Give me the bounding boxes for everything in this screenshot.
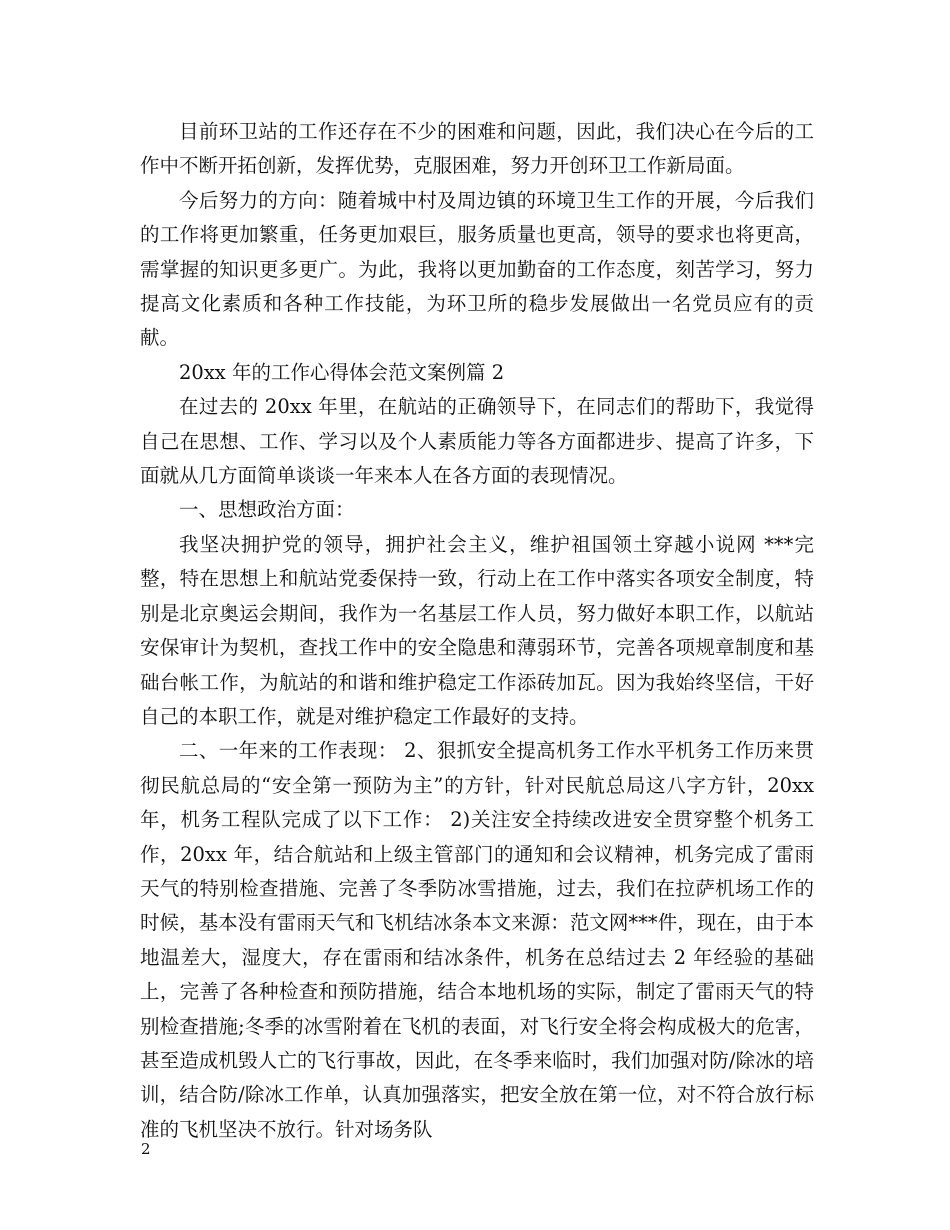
page-number: 2 bbox=[141, 1140, 151, 1158]
paragraph-2: 今后努力的方向：随着城中村及周边镇的环境卫生工作的开展，今后我们的工作将更加繁重，任务更加艰巨，服务质量也更高，领导的要求也将更高，需掌握的知识更多更广。为此，我将以更加勤奋的工作态度，刻苦学习，努力提高文化素质和各种工作技能，为环卫所的稳步发展做出一名党员应有的贡献。 bbox=[140, 188, 814, 350]
document-body bbox=[140, 115, 814, 1147]
subsection-heading: 一、思想政治方面： bbox=[179, 498, 355, 522]
paragraph-1: 目前环卫站的工作还存在不少的困难和问题，因此，我们决心在今后的工作中不断开拓创新，发挥优势，克服困难，努力开创环卫工作新局面。 bbox=[140, 120, 814, 178]
paragraph-5: 二、一年来的工作表现： 2、狠抓安全提高机务工作水平机务工作历来贯彻民航总局的“安全第一预防为主”的方针，针对民航总局这八字方针，20xx 年，机务工程队完成了以下工作： 2)关注安全持续改进安全贯穿整个机务工作，20xx 年，结合航站和上级主管部门的通知和会议精神，机务完成了雷雨天气的特别检查措施、完善了冬季防冰雪措施，过去，我们在拉萨机场工作的时候，基本没有雷雨天气和飞机结冰条本文来源：范文网***件，现在，由于本地温差大，湿度大，存在雷雨和结冰条件，机务在总结过去 2 年经验的基础上，完善了各种检查和预防措施，结合本地机场的实际，制定了雷雨天气的特别检查措施;冬季的冰雪附着在飞机的表面，对飞行安全将会构成极大的危害，甚至造成机毁人亡的飞行事故，因此，在冬季来临时，我们加强对防/除冰的培训，结合防/除冰工作单，认真加强落实，把安全放在第一位，对不符合放行标准的飞机坚决不放行。针对场务队 bbox=[140, 739, 814, 1141]
paragraph-4: 我坚决拥护党的领导，拥护社会主义，维护祖国领土穿越小说网 ***完整，特在思想上和航站党委保持一致，行动上在工作中落实各项安全制度，特别是北京奥运会期间，我作为一名基层工作人员，努力做好本职工作，以航站安保审计为契机，查找工作中的安全隐患和薄弱环节，完善各项规章制度和基础台帐工作，为航站的和谐和维护稳定工作添砖加瓦。因为我始终坚信，干好自己的本职工作，就是对维护稳定工作最好的支持。 bbox=[140, 532, 814, 728]
section-title: 20xx 年的工作心得体会范文案例篇 2 bbox=[179, 360, 505, 384]
paragraph-3: 在过去的 20xx 年里，在航站的正确领导下，在同志们的帮助下，我觉得自己在思想、工作、学习以及个人素质能力等各方面都进步、提高了许多，下面就从几方面简单谈谈一年来本人在各方面的表现情况。 bbox=[140, 395, 814, 488]
